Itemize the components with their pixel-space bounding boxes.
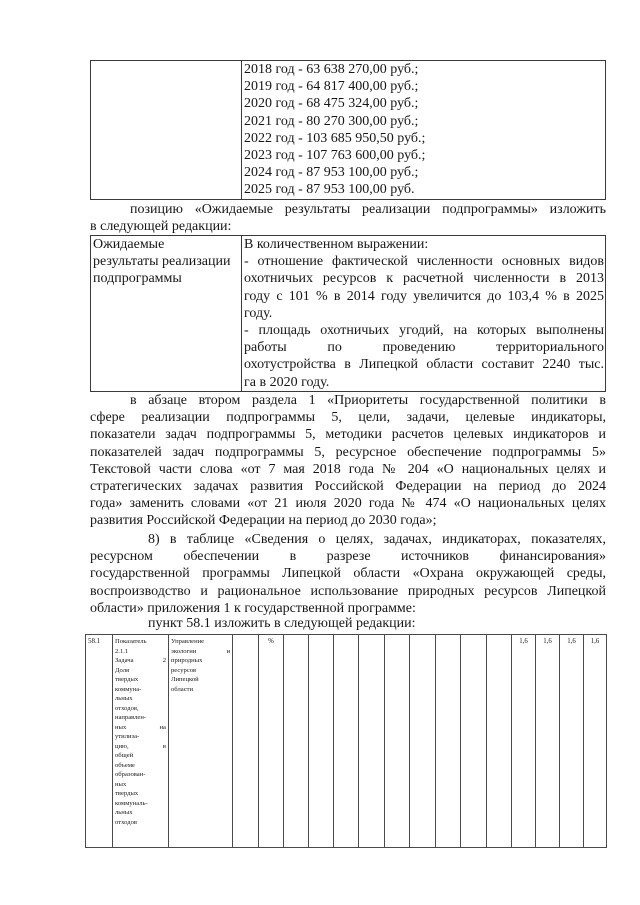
results-label-line: подпрограммы: [93, 271, 182, 287]
results-value-line: В количественном выражении:: [244, 237, 429, 252]
paragraph-line: 8) в таблице «Сведения о целях, задачах, индикаторах, показателях,: [148, 532, 606, 547]
results-label-cell: [91, 236, 242, 391]
funding-year-line: 2021 год - 80 270 300,00 руб.;: [244, 113, 419, 129]
results-value-line: - площадь охотничьих угодий, на которых выполнены: [244, 322, 604, 338]
paragraph-line: показателей задач подпрограммы 5, ресурсное обеспечение подпрограммы 5»: [90, 444, 606, 460]
indicator-line: цию, в: [115, 742, 166, 750]
value-cell: [536, 635, 560, 848]
paragraph-line: воспроизводство и рациональное использование природных ресурсов Липецкой: [90, 583, 606, 599]
paragraph-position: [90, 201, 606, 235]
value-cell: [512, 635, 536, 848]
results-value-line: охотустройства в Липецкой области составит 2240 тыс.: [244, 357, 604, 373]
indicator-line: ных: [115, 780, 127, 788]
funding-year-line: 2020 год - 68 475 324,00 руб.;: [244, 96, 419, 112]
responsible-line: Управление: [171, 638, 205, 645]
results-value-line: га в 2020 году.: [244, 374, 330, 390]
responsible-line: ресурсов: [171, 666, 197, 674]
unit-cell: [259, 635, 284, 848]
funding-table-label-cell: [91, 61, 242, 199]
paragraph-line: области» приложения 1 к государственной программе:: [90, 600, 416, 616]
results-value-line: году.: [244, 305, 273, 321]
responsible-line: экологии и: [171, 647, 230, 655]
indicator-line: ных на: [115, 723, 166, 731]
results-value-line: году с 101 % в 2014 году увеличится до 103,4 % в 2025: [244, 288, 604, 304]
paragraph-section: [90, 392, 606, 530]
empty-cell: [284, 635, 309, 848]
empty-cell: [334, 635, 359, 848]
empty-cell: [309, 635, 334, 848]
paragraph-line: ресурсном обеспечении в разрезе источников финансирования»: [90, 549, 606, 565]
row-number: 58.1: [88, 637, 101, 645]
paragraph-line: в следующей редакции:: [90, 219, 232, 235]
funding-table-values-cell: [242, 61, 605, 199]
results-value-cell: [242, 236, 605, 391]
paragraph-line: стратегических задачах развития Российской Федерации на период до 2024: [90, 478, 606, 494]
indicator-line: направлен-: [115, 714, 147, 721]
empty-cell: [461, 635, 487, 848]
indicator-line: Показатель: [115, 638, 147, 645]
results-label-line: результаты реализации: [93, 254, 231, 270]
paragraph-line: сфере реализации подпрограммы 5, цели, задачи, целевые индикаторы,: [90, 410, 606, 426]
paragraph-line: Текстовой части слова «от 7 мая 2018 года № 204 «О национальных целях и: [90, 461, 606, 477]
paragraph-line: года» заменить словами «от 21 июля 2020 года № 474 «О национальных целях: [90, 496, 606, 512]
results-value-line: работы по проведению территориального: [244, 340, 604, 356]
empty-cell: [436, 635, 461, 848]
empty-cell: [233, 635, 259, 848]
value-cell: [560, 635, 584, 848]
indicator-line: коммуналь-: [115, 799, 148, 807]
results-value-line: - отношение фактической численности основных видов: [244, 254, 604, 270]
paragraph-line: позицию «Ожидаемые результаты реализации подпрограммы» изложить: [130, 202, 606, 217]
indicator-line: утилиза-: [115, 733, 140, 740]
empty-cell: [410, 635, 436, 848]
paragraph-point: [90, 615, 606, 632]
paragraph-line: государственной программы Липецкой области «Охрана окружающей среды,: [90, 566, 606, 582]
indicator-line: Доля: [115, 666, 130, 674]
results-value-line: охотничьих ресурсов к расчетной численности в 2013: [244, 271, 604, 287]
indicator-value: 1,6: [590, 638, 600, 645]
indicator-line: образован-: [115, 771, 146, 778]
empty-cell: [359, 635, 385, 848]
indicator-line: Задача 2: [115, 657, 166, 664]
results-table: [90, 235, 606, 392]
responsible-line: природных: [171, 657, 203, 664]
indicator-name-cell: [113, 635, 169, 848]
funding-year-line: 2025 год - 87 953 100,00 руб.: [244, 182, 415, 198]
funding-year-line: 2022 год - 103 685 950,50 руб.;: [244, 130, 426, 146]
indicator-line: общей: [115, 752, 134, 759]
indicator-line: объеме: [115, 761, 135, 769]
empty-cell: [487, 635, 512, 848]
funding-table: [90, 60, 606, 200]
paragraph-line: в абзаце втором раздела 1 «Приоритеты государственной политики в: [130, 393, 606, 408]
indicator-table: [85, 634, 607, 848]
indicator-line: отходов,: [115, 704, 139, 712]
indicator-line: 2.1.1: [115, 647, 129, 655]
funding-year-line: 2023 год - 107 763 600,00 руб.;: [244, 147, 426, 163]
funding-year-line: 2018 год - 63 638 270,00 руб.;: [244, 62, 419, 77]
paragraph-table-change: [90, 531, 606, 617]
indicator-value: 1,6: [543, 638, 552, 645]
results-label-line: Ожидаемые: [93, 237, 165, 252]
funding-year-line: 2019 год - 64 817 400,00 руб.;: [244, 79, 419, 95]
paragraph-line: показатели задач подпрограммы 5, методики расчетов целевых индикаторов и: [90, 427, 606, 443]
indicator-line: твердых: [115, 790, 139, 797]
responsible-line: Липецкой: [171, 676, 199, 683]
indicator-line: отходов: [115, 818, 138, 826]
funding-year-line: 2024 год - 87 953 100,00 руб.;: [244, 165, 419, 181]
indicator-line: льных: [115, 695, 133, 702]
responsible-line: области: [171, 685, 194, 693]
indicator-line: льных: [115, 809, 133, 816]
responsible-cell: [169, 635, 233, 848]
unit-value: %: [268, 638, 274, 645]
paragraph-line: пункт 58.1 изложить в следующей редакции:: [148, 616, 416, 631]
empty-cell: [385, 635, 410, 848]
table-row: [86, 635, 607, 848]
row-number-cell: [86, 635, 113, 848]
indicator-line: коммуна-: [115, 685, 142, 693]
value-cell: [584, 635, 607, 848]
indicator-value: 1,6: [567, 638, 576, 645]
indicator-line: твердых: [115, 676, 139, 683]
paragraph-line: развития Российской Федерации на период до 2030 года»;: [90, 513, 437, 529]
indicator-value: 1,6: [519, 638, 528, 645]
